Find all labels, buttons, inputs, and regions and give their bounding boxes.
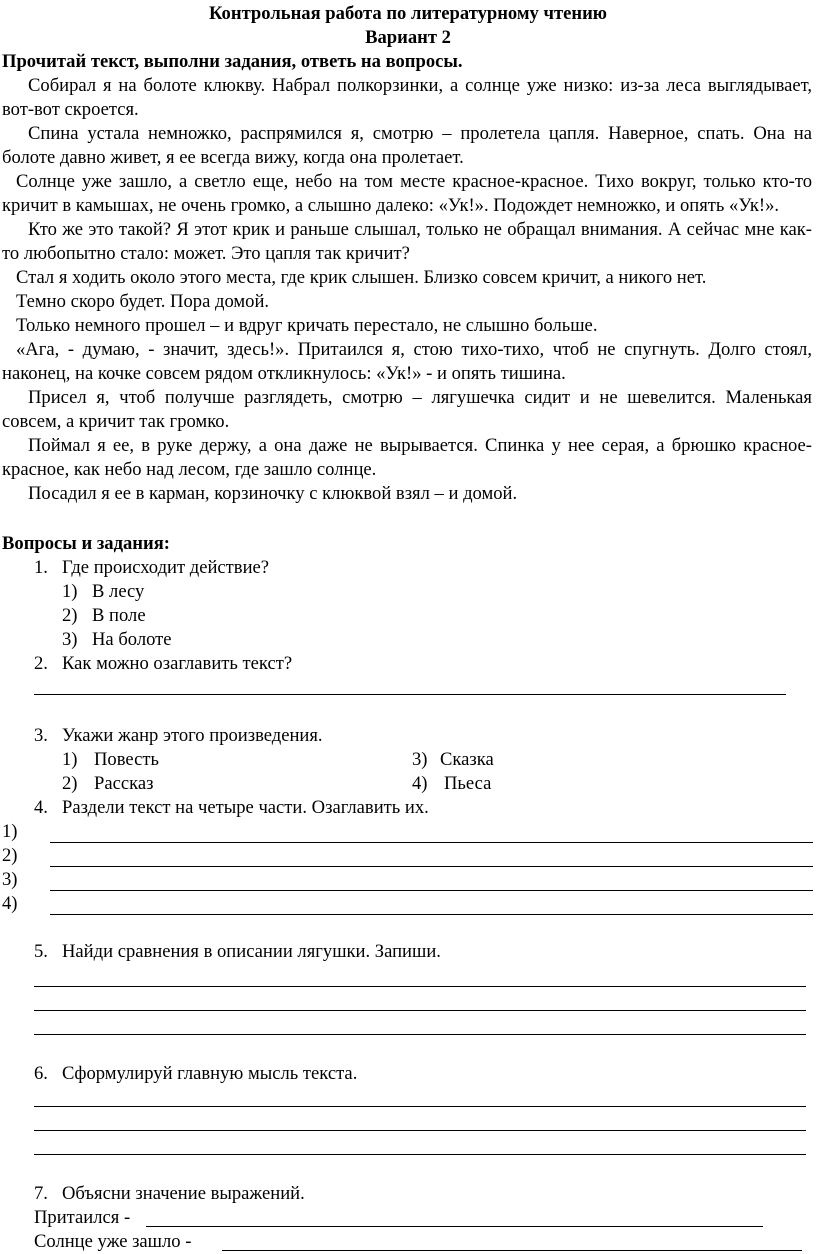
answer-line[interactable]: [34, 1034, 806, 1035]
option-number: 1): [62, 749, 78, 770]
option-text: Сказка: [440, 749, 494, 770]
option-number: 3): [412, 749, 428, 770]
story-paragraph: Присел я, чтоб получше разглядеть, смотрю – лягушечка сидит и не шевелится. Маленькая совсем, а кричит так громко.: [2, 387, 812, 432]
part-number: 3): [2, 869, 18, 890]
questions-title: Вопросы и задания:: [2, 533, 170, 554]
option-text: В лесу: [92, 581, 145, 602]
part-number: 2): [2, 845, 18, 866]
question-number: 3.: [34, 725, 48, 746]
option-text: Повесть: [94, 749, 159, 770]
option-text: Пьеса: [444, 773, 492, 794]
story-paragraph: Только немного прошел – и вдруг кричать перестало, не слышно больше.: [16, 315, 598, 336]
answer-line[interactable]: [34, 1010, 806, 1011]
instruction: Прочитай текст, выполни задания, ответь на вопросы.: [2, 51, 463, 72]
question-number: 2.: [34, 653, 48, 674]
question-text: Сформулируй главную мысль текста.: [62, 1063, 358, 1084]
answer-line[interactable]: [50, 914, 813, 915]
question-number: 7.: [34, 1183, 48, 1204]
story-paragraph: Кто же это такой? Я этот крик и раньше слышал, только не обращал внимания. А сейчас мне как-то любопытно стало: может. Это цапля так кричит?: [2, 219, 812, 264]
page-title: Контрольная работа по литературному чтению: [209, 3, 607, 24]
question-text: Где происходит действие?: [62, 557, 270, 578]
question-number: 1.: [34, 557, 48, 578]
story-paragraph: Темно скоро будет. Пора домой.: [16, 291, 270, 312]
option-text: В поле: [92, 605, 146, 626]
story-paragraph: Стал я ходить около этого места, где крик слышен. Близко совсем кричит, а никого нет.: [16, 267, 707, 288]
option-text: Рассказ: [94, 773, 154, 794]
answer-line[interactable]: [34, 1154, 806, 1155]
option-number: 3): [62, 629, 78, 650]
story-paragraph: Спина устала немножко, распрямился я, смотрю – пролетела цапля. Наверное, спать. Она на болоте давно живет, я ее всегда вижу, когда она пролетает.: [2, 123, 812, 168]
question-number: 4.: [34, 797, 48, 818]
story-paragraph: «Ага, - думаю, - значит, здесь!». Притаился я, стою тихо-тихо, чтоб не спугнуть. Долго стоял, наконец, на кочке совсем рядом откликнулось: «Ук!» - и опять тишина.: [2, 339, 812, 384]
expression-label: Притаился -: [34, 1207, 131, 1228]
question-text: Объясни значение выражений.: [62, 1183, 305, 1204]
option-number: 4): [412, 773, 428, 794]
option-number: 2): [62, 605, 78, 626]
answer-line[interactable]: [50, 866, 813, 867]
answer-line[interactable]: [222, 1250, 802, 1251]
question-number: 6.: [34, 1063, 48, 1084]
story-paragraph: Поймал я ее, в руке держу, а она даже не вырывается. Спинка у нее серая, а брюшко красное-красное, как небо над лесом, где зашло солнце.: [2, 435, 812, 480]
answer-line[interactable]: [50, 890, 813, 891]
option-number: 1): [62, 581, 78, 602]
story-text: [0, 74, 816, 506]
answer-line[interactable]: [146, 1226, 763, 1227]
question-text: Найди сравнения в описании лягушки. Запиши.: [62, 941, 441, 962]
part-number: 1): [2, 821, 18, 842]
part-number: 4): [2, 893, 18, 914]
story-paragraph: Собирал я на болоте клюкву. Набрал полкорзинки, а солнце уже низко: из-за леса выглядывает, вот-вот скроется.: [2, 75, 812, 120]
option-number: 2): [62, 773, 78, 794]
question-text: Как можно озаглавить текст?: [62, 653, 293, 674]
option-text: На болоте: [92, 629, 172, 650]
story-paragraph: Солнце уже зашло, а светло еще, небо на том месте красное-красное. Тихо вокруг, только кто-то кричит в камышах, не очень громко, а слышно далеко: «Ук!». Подождет немножко, и опять «Ук!».: [2, 171, 812, 216]
variant-label: Вариант 2: [365, 27, 451, 48]
answer-line[interactable]: [34, 1106, 806, 1107]
answer-line[interactable]: [34, 694, 786, 695]
answer-line[interactable]: [50, 842, 813, 843]
question-text: Раздели текст на четыре части. Озаглавить их.: [62, 797, 429, 818]
story-paragraph: Посадил я ее в карман, корзиночку с клюквой взял – и домой.: [28, 483, 518, 504]
answer-line[interactable]: [34, 986, 806, 987]
expression-label: Солнце уже зашло -: [34, 1231, 192, 1252]
question-text: Укажи жанр этого произведения.: [62, 725, 323, 746]
answer-line[interactable]: [34, 1130, 806, 1131]
question-number: 5.: [34, 941, 48, 962]
